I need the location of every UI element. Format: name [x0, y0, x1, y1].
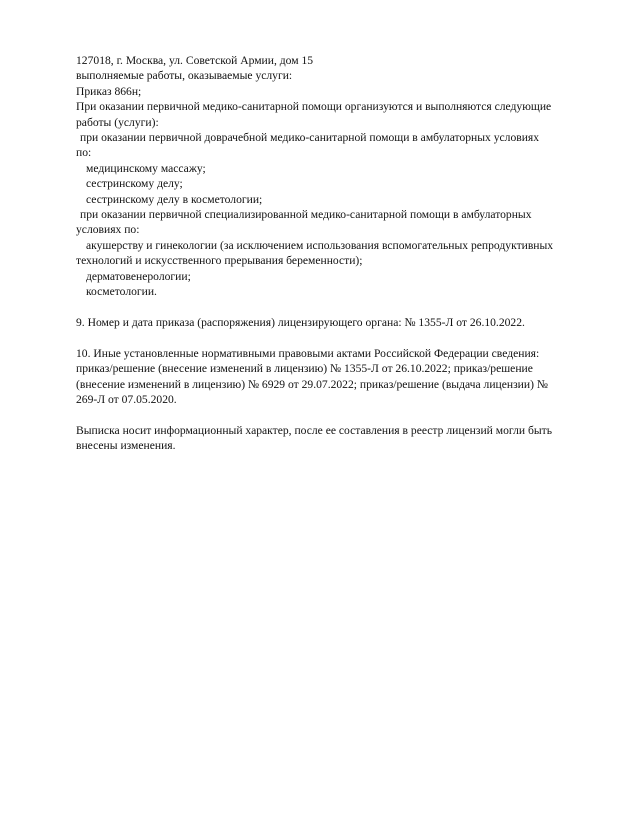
spacer — [76, 330, 596, 345]
specialized-line-1: при оказании первичной специализированной медико-санитарной помощи в амбулаторных — [80, 208, 532, 222]
specialized-item-continuation: технологий и искусственного прерывания беременности); — [76, 254, 363, 268]
prehospital-line-1: при оказании первичной доврачебной медико-санитарной помощи в амбулаторных условиях — [80, 131, 540, 145]
section-10-line: 269-Л от 07.05.2020. — [76, 392, 177, 406]
specialized-item: дерматовенерологии; — [86, 269, 191, 283]
works-heading: выполняемые работы, оказываемые услуги: — [76, 69, 293, 83]
disclaimer-line: Выписка носит информационный характер, после ее составления в реестр лицензий могли быть — [76, 423, 552, 437]
primary-care-intro-line-1: При оказании первичной медико-санитарной помощи организуются и выполняются следующие — [76, 100, 552, 114]
prehospital-item: сестринскому делу в косметологии; — [86, 192, 263, 206]
disclaimer-line: внесены изменения. — [76, 439, 176, 453]
specialized-line-2: условиях по: — [76, 223, 140, 237]
prehospital-item: медицинскому массажу; — [86, 161, 206, 175]
address-line: 127018, г. Москва, ул. Советской Армии, дом 15 — [76, 54, 314, 67]
order-line: Приказ 866н; — [76, 84, 142, 98]
section-10-line: приказ/решение (внесение изменений в лицензию) № 1355-Л от 26.10.2022; приказ/решение — [76, 362, 533, 376]
spacer — [76, 300, 596, 315]
spacer — [76, 407, 596, 422]
specialized-item: косметологии. — [86, 285, 157, 299]
document-body — [76, 53, 596, 454]
primary-care-intro-line-2: работы (услуги): — [76, 115, 159, 129]
prehospital-line-2: по: — [76, 146, 92, 160]
section-9: 9. Номер и дата приказа (распоряжения) лицензирующего органа: № 1355-Л от 26.10.2022. — [76, 315, 525, 329]
specialized-item: акушерству и гинекологии (за исключением использования вспомогательных репродуктивных — [86, 238, 554, 252]
section-10-line: (внесение изменений в лицензию) № 6929 от 29.07.2022; приказ/решение (выдача лицензии) № — [76, 377, 548, 391]
prehospital-item: сестринскому делу; — [86, 177, 183, 191]
section-10-line: 10. Иные установленные нормативными правовыми актами Российской Федерации сведения: — [76, 346, 540, 360]
